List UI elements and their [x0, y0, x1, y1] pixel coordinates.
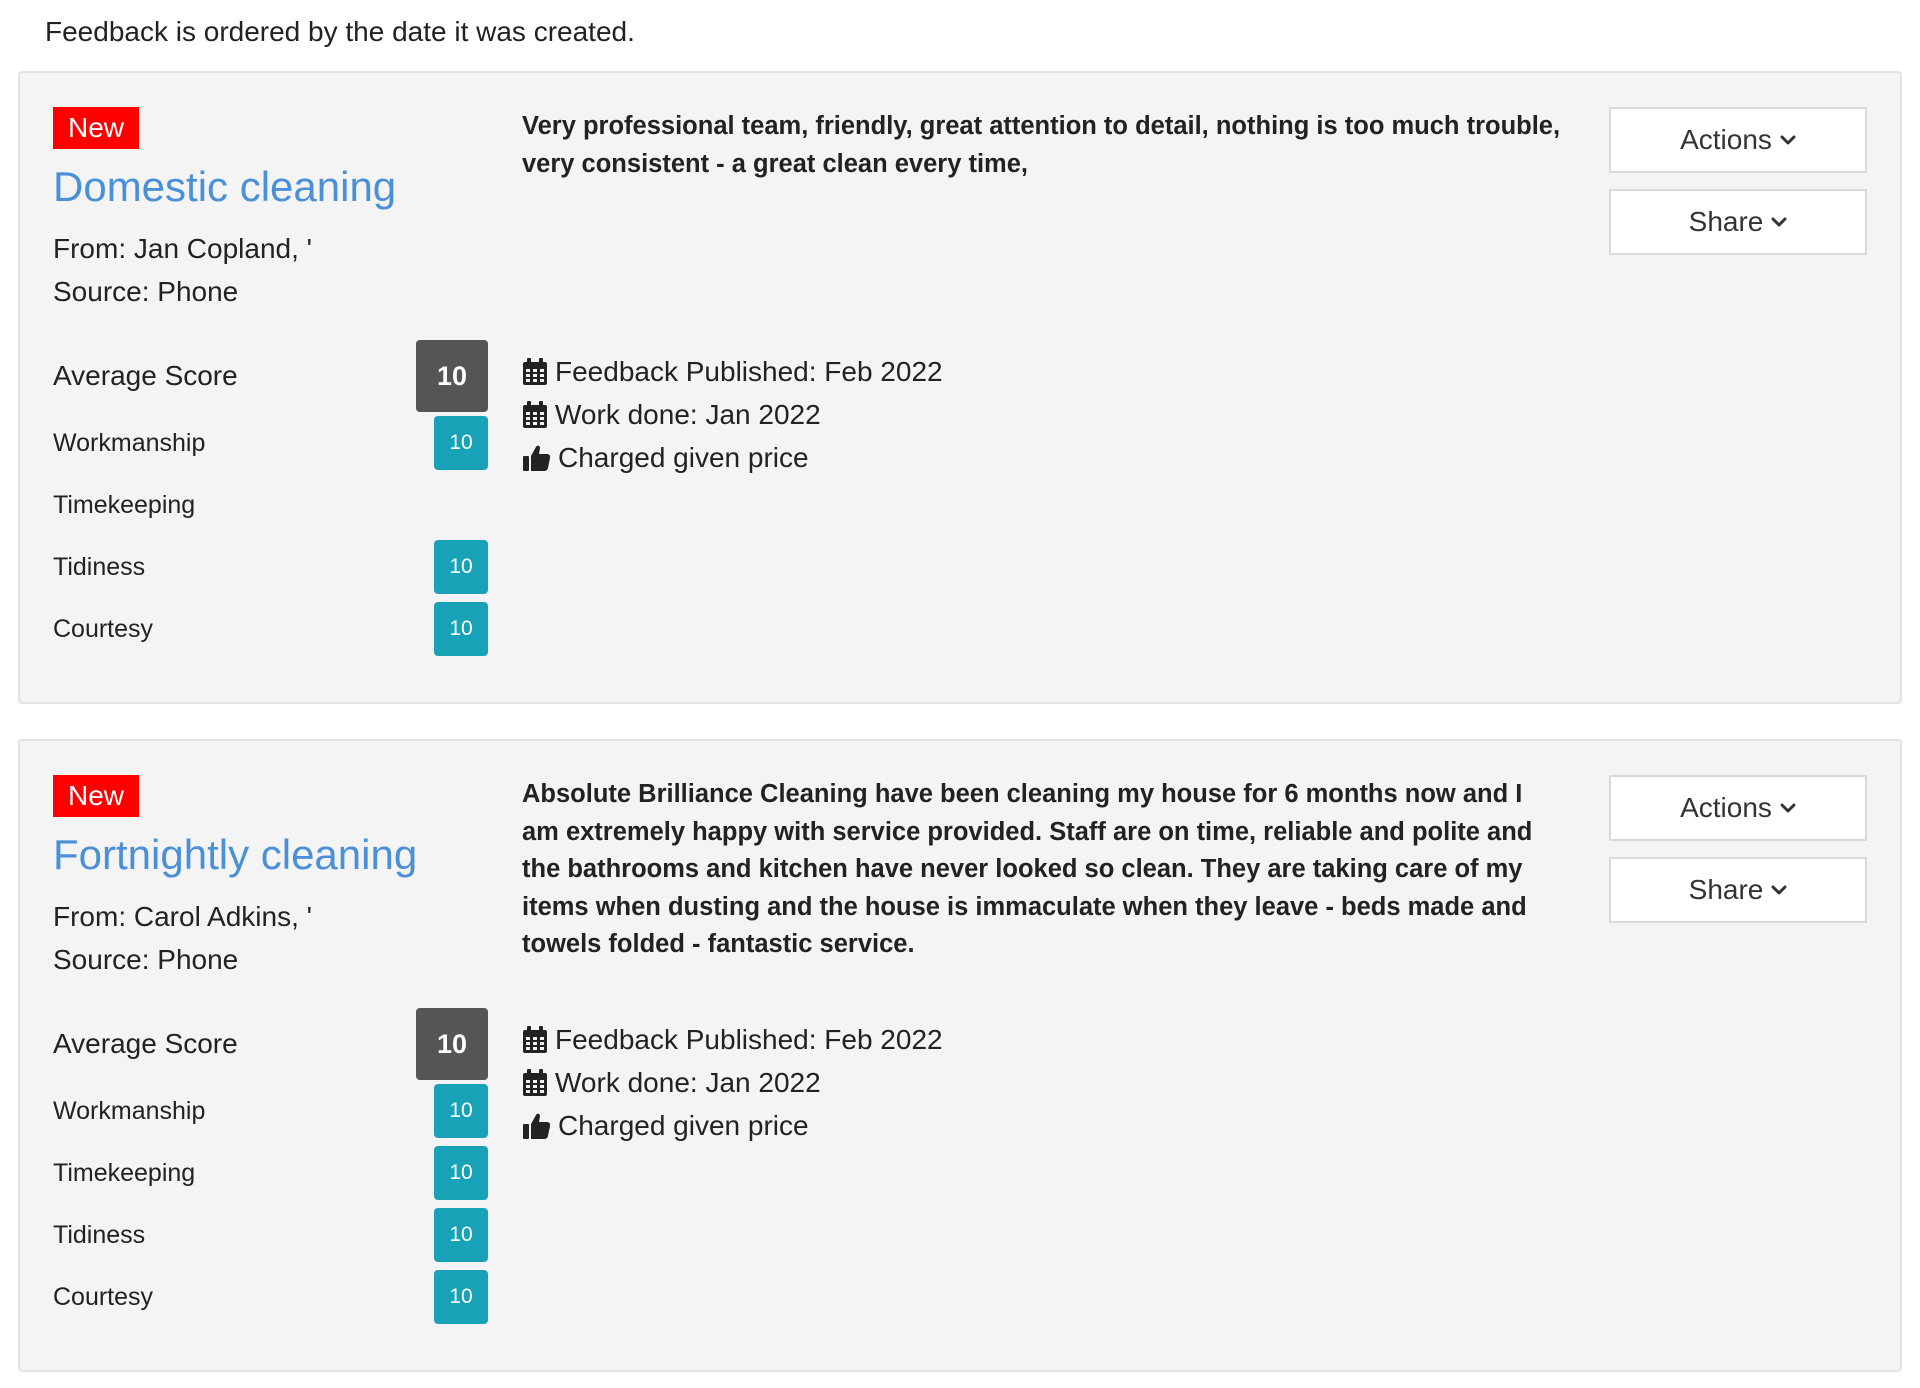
average-score-label: Average Score: [53, 1028, 238, 1059]
feedback-comment-column: [522, 775, 1562, 964]
thumbs-up-icon: [522, 444, 551, 472]
price-text: Charged given price: [558, 442, 809, 473]
score-label: Tidiness: [53, 552, 146, 581]
average-score-row: [53, 340, 488, 412]
score-badge: 10: [434, 1146, 488, 1200]
price-note: [522, 436, 1222, 479]
chevron-down-icon: [1771, 216, 1787, 228]
actions-dropdown-button[interactable]: [1609, 107, 1867, 173]
feedback-meta: [53, 895, 488, 981]
feedback-order-note: Feedback is ordered by the date it was created.: [45, 16, 635, 47]
new-badge: New: [53, 775, 139, 817]
score-label: Courtesy: [53, 614, 154, 643]
score-label: Courtesy: [53, 1282, 154, 1311]
published-text: Feedback Published: Feb 2022: [555, 356, 943, 387]
thumbs-up-icon: [522, 1112, 551, 1140]
average-score-badge: 10: [416, 1008, 488, 1080]
score-label: Workmanship: [53, 428, 206, 457]
score-row-tidiness: [53, 536, 488, 598]
score-badge: 10: [434, 416, 488, 470]
score-row-courtesy: [53, 1266, 488, 1328]
chevron-down-icon: [1780, 802, 1796, 814]
score-row-tidiness: [53, 1204, 488, 1266]
average-score-badge: 10: [416, 340, 488, 412]
share-label: Share: [1688, 206, 1764, 237]
price-note: [522, 1104, 1222, 1147]
score-list: [53, 1008, 488, 1328]
calendar-icon: [522, 401, 548, 429]
feedback-card: [18, 739, 1902, 1372]
actions-label: Actions: [1680, 124, 1772, 155]
work-done-date: [522, 393, 1222, 436]
average-score-row: [53, 1008, 488, 1080]
feedback-comment: Absolute Brilliance Cleaning have been cleaning my house for 6 months now and I am extremely happy with service provided. Staff are on time, reliable and polite and the bathrooms and kitchen have never looked so clean. They are taking care of my items when dusting and the house is immaculate when they leave - beds made and towels folded - fantastic service.: [522, 780, 1533, 958]
score-row-workmanship: [53, 412, 488, 474]
service-title-link[interactable]: Domestic cleaning: [53, 163, 397, 210]
score-row-timekeeping: [53, 474, 488, 536]
published-text: Feedback Published: Feb 2022: [555, 1024, 943, 1055]
feedback-comment-column: [522, 107, 1562, 183]
actions-dropdown-button[interactable]: [1609, 775, 1867, 841]
feedback-actions: [1609, 775, 1867, 939]
feedback-comment: Very professional team, friendly, great attention to detail, nothing is too much trouble, very consistent - a great clean every time,: [522, 112, 1561, 178]
feedback-details: [522, 1018, 1222, 1147]
feedback-summary: [53, 775, 488, 1328]
new-badge: New: [53, 107, 139, 149]
calendar-icon: [522, 1026, 548, 1054]
service-title-link[interactable]: Fortnightly cleaning: [53, 831, 418, 878]
from-text: From: Carol Adkins, ': [53, 901, 312, 932]
work-done-date: [522, 1061, 1222, 1104]
calendar-icon: [522, 1069, 548, 1097]
score-badge: 10: [434, 1208, 488, 1262]
score-badge: 10: [434, 1270, 488, 1324]
feedback-card: [18, 71, 1902, 704]
chevron-down-icon: [1771, 884, 1787, 896]
actions-label: Actions: [1680, 792, 1772, 823]
source-text: Source: Phone: [53, 276, 239, 307]
share-dropdown-button[interactable]: [1609, 189, 1867, 255]
score-label: Tidiness: [53, 1220, 146, 1249]
share-dropdown-button[interactable]: [1609, 857, 1867, 923]
calendar-icon: [522, 358, 548, 386]
published-date: [522, 350, 1222, 393]
average-score-label: Average Score: [53, 360, 238, 391]
feedback-actions: [1609, 107, 1867, 271]
source-text: Source: Phone: [53, 944, 239, 975]
work-done-text: Work done: Jan 2022: [555, 399, 821, 430]
share-label: Share: [1688, 874, 1764, 905]
feedback-meta: [53, 227, 488, 313]
score-badge: 10: [434, 602, 488, 656]
score-badge: 10: [434, 1084, 488, 1138]
score-row-courtesy: [53, 598, 488, 660]
score-list: [53, 340, 488, 660]
price-text: Charged given price: [558, 1110, 809, 1141]
score-badge: 10: [434, 540, 488, 594]
score-row-workmanship: [53, 1080, 488, 1142]
chevron-down-icon: [1780, 134, 1796, 146]
feedback-summary: [53, 107, 488, 660]
published-date: [522, 1018, 1222, 1061]
score-label: Workmanship: [53, 1096, 206, 1125]
work-done-text: Work done: Jan 2022: [555, 1067, 821, 1098]
score-label: Timekeeping: [53, 490, 196, 519]
score-label: Timekeeping: [53, 1158, 196, 1187]
from-text: From: Jan Copland, ': [53, 233, 313, 264]
feedback-details: [522, 350, 1222, 479]
score-row-timekeeping: [53, 1142, 488, 1204]
